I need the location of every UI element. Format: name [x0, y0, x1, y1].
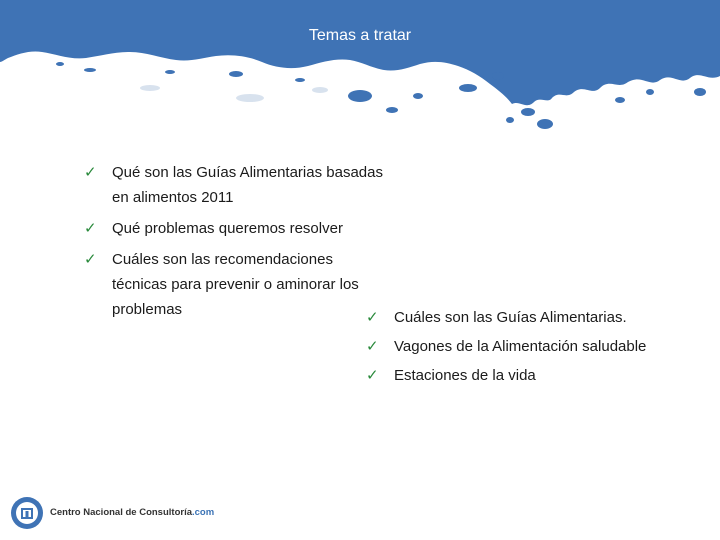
list-item-text: Vagones de la Alimentación saludable — [394, 338, 647, 355]
checkmark-icon: ✓ — [84, 163, 97, 181]
logo-text — [50, 507, 214, 518]
list-item — [84, 160, 384, 210]
subtopics-list — [366, 305, 706, 392]
checkmark-icon: ✓ — [84, 250, 97, 268]
list-item-text: Qué son las Guías Alimentarias basadas en alimentos 2011 — [112, 164, 383, 206]
logo-emblem-icon — [10, 494, 44, 530]
checkmark-icon: ✓ — [84, 219, 97, 237]
list-item-text: Cuáles son las Guías Alimentarias. — [394, 309, 627, 326]
slide-title: Temas a tratar — [308, 27, 412, 44]
list-item — [84, 247, 384, 322]
logo-suffix: .com — [192, 507, 215, 518]
checkmark-icon: ✓ — [366, 337, 379, 355]
list-item — [84, 216, 384, 241]
header-banner — [0, 0, 720, 140]
list-item — [366, 305, 706, 330]
list-item-text: Cuáles son las recomendaciones técnicas para prevenir o aminorar los problemas — [112, 251, 359, 318]
company-logo — [10, 494, 270, 534]
logo-name: Centro Nacional de Consultoría — [50, 507, 192, 518]
list-item — [366, 363, 706, 388]
topics-list — [84, 160, 384, 328]
list-item-text: Estaciones de la vida — [394, 367, 536, 384]
list-item — [366, 334, 706, 359]
checkmark-icon: ✓ — [366, 308, 379, 326]
list-item-text: Qué problemas queremos resolver — [112, 220, 343, 237]
checkmark-icon: ✓ — [366, 366, 379, 384]
